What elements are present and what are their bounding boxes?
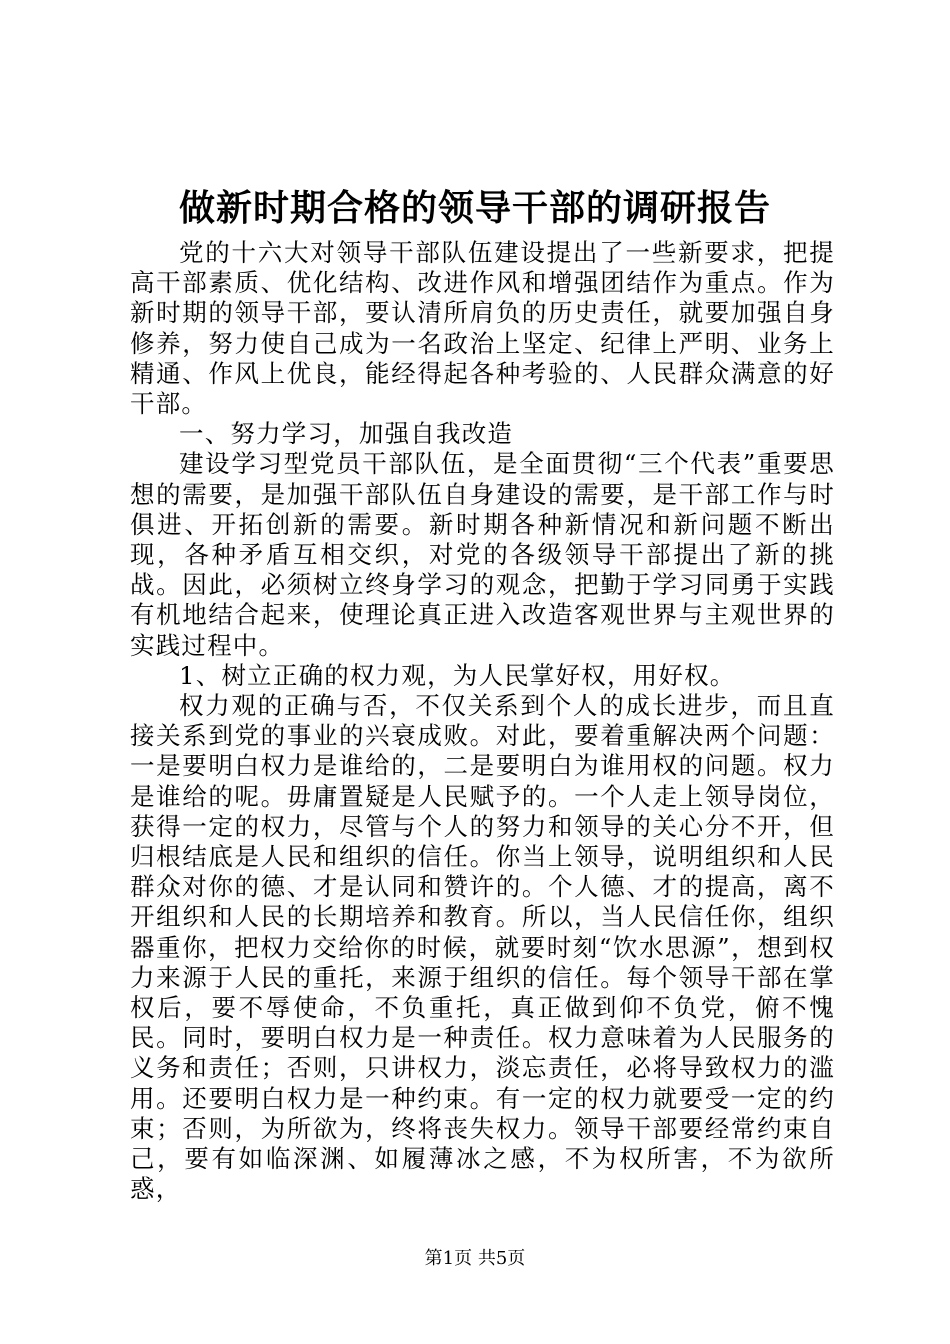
- section-paragraph: 建设学习型党员干部队伍，是全面贯彻“三个代表”重要思想的需要，是加强干部队伍自身建设的需要，是干部工作与时俱进、开拓创新的需要。新时期各种新情况和新问题不断出现，各种矛盾互相交织，对党的各级领导干部提出了新的挑战。因此，必须树立终身学习的观念，把勤于学习同勇于实践有机地结合起来，使理论真正进入改造客观世界与主观世界的实践过程中。: [130, 449, 835, 660]
- subsection-paragraph: 权力观的正确与否，不仅关系到个人的成长进步，而且直接关系到党的事业的兴衰成败。对此，要着重解决两个问题：一是要明白权力是谁给的，二是要明白为谁用权的问题。权力是谁给的呢。毋庸置疑是人民赋予的。一个人走上领导岗位，获得一定的权力，尽管与个人的努力和领导的关心分不开，但归根结底是人民和组织的信任。你当上领导，说明组织和人民群众对你的德、才是认同和赞许的。个人德、才的提高，离不开组织和人民的长期培养和教育。所以，当人民信任你，组织器重你，把权力交给你的时候，就要时刻“饮水思源”，想到权力来源于人民的重托，来源于组织的信任。每个领导干部在掌权后，要不辱使命，不负重托，真正做到仰不负党，俯不愧民。同时，要明白权力是一种责任。权力意味着为人民服务的义务和责任；否则，只讲权力，淡忘责任，必将导致权力的滥用。还要明白权力是一种约束。有一定的权力就要受一定的约束；否则，为所欲为，终将丧失权力。领导干部要经常约束自己，要有如临深渊、如履薄冰之感，不为权所害，不为欲所惑，: [130, 691, 835, 1204]
- intro-paragraph: 党的十六大对领导干部队伍建设提出了一些新要求，把提高干部素质、优化结构、改进作风和增强团结作为重点。作为新时期的领导干部，要认清所肩负的历史责任，就要加强自身修养，努力使自己成为一名政治上坚定、纪律上严明、业务上精通、作风上优良，能经得起各种考验的、人民群众满意的好干部。: [130, 238, 835, 419]
- subsection-heading: 1、树立正确的权力观，为人民掌好权，用好权。: [179, 660, 736, 690]
- page-number-footer: 第1页 共5页: [424, 1248, 526, 1269]
- section-heading: 一、努力学习，加强自我改造: [179, 419, 514, 449]
- document-body: [130, 238, 835, 1205]
- document-title: 做新时期合格的领导干部的调研报告: [178, 187, 771, 229]
